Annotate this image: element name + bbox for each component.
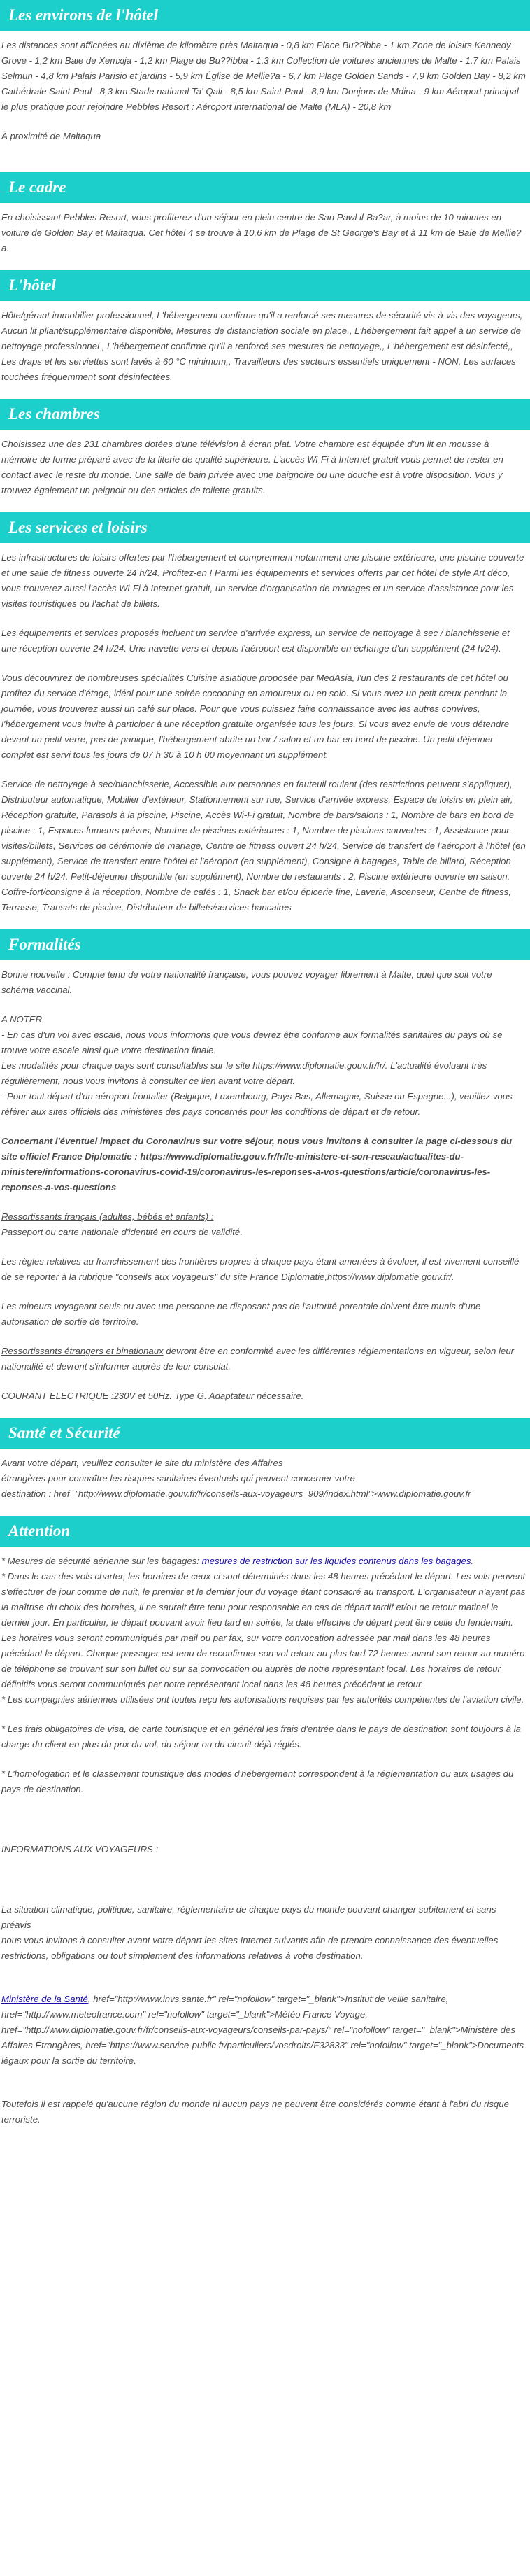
hotel-text: Hôte/gérant immobilier professionnel, L'hébergement confirme qu'il a renforcé ses mesures de sécurité vis-à-vis des voyageurs, Aucun lit pliant/supplémentaire disponible, Mesures de distanciation sociale en place,, L'hébergement fait appel à un service de nettoyage professionnel , L'hébergement confirme qu'il a renforcé ses mesures de nettoyage,, L'hébergement est désinfecté,, Les draps et les serviettes sont lavés à 60 °C minimum,, Travailleurs des secteurs essentiels uniquement - NON, Les surfaces touchées fréquemment sont désinfectées. — [1, 310, 523, 382]
formalites-french-text: Passeport ou carte nationale d'identité en cours de validité. — [1, 1227, 243, 1237]
attention-classification: * L'homologation et le classement touristique des modes d'hébergement correspondent à la réglementation ou aux usages du pays de destination. — [1, 1768, 514, 1794]
formalites-note-3: - Pour tout départ d'un aéroport frontalier (Belgique, Luxembourg, Pays-Bas, Allemagne, Suisse ou Espagne...), veuillez vous référer aux sites officiels des ministères des pays concernés pour les conditions de départ et de retour. — [1, 1091, 513, 1117]
formalites-note-1: - En cas d'un vol avec escale, nous vous informons que vous devrez être conforme aux formalités sanitaires du pays où se trouve votre escale ainsi que votre destination finale. — [1, 1029, 503, 1055]
section-heading-cadre: Le cadre — [0, 172, 530, 203]
formalites-french-title: Ressortissants français (adultes, bébés et enfants) : — [1, 1211, 214, 1222]
formalites-note-2: Les modalités pour chaque pays sont consultables sur le site https://www.diplomatie.gouv.fr/fr/. L'actualité évoluant très régulièrement, nous vous invitons à consulter ce lien avant votre départ. — [1, 1060, 487, 1086]
section-heading-hotel: L'hôtel — [0, 270, 530, 301]
attention-info-title: INFORMATIONS AUX VOYAGEURS : — [1, 1844, 159, 1854]
attention-consult: nous vous invitons à consulter avant votre départ les sites Internet suivants afin de prendre connaissance des éventuelles restrictions, obligations ou tout simplement des informations relatives à votre destination. — [1, 1935, 499, 1961]
attention-baggage-end: . — [471, 1556, 474, 1566]
section-loisirs — [0, 512, 530, 915]
section-heading-sante: Santé et Sécurité — [0, 1418, 530, 1449]
sante-line-2: étrangères pour connaître les risques sanitaires éventuels qui peuvent concerner votre — [1, 1473, 355, 1484]
sante-line-1: Avant votre départ, veuillez consulter le site du ministère des Affaires — [1, 1458, 283, 1468]
section-cadre — [0, 172, 530, 256]
section-environs — [0, 0, 530, 158]
liquids-restriction-link[interactable]: mesures de restriction sur les liquides contenus dans les bagages — [201, 1556, 471, 1566]
formalites-intro: Bonne nouvelle : Compte tenu de votre nationalité française, vous pouvez voyager librement à Malte, quel que soit votre schéma vaccinal. — [1, 969, 492, 995]
section-heading-loisirs: Les services et loisirs — [0, 512, 530, 543]
section-heading-attention: Attention — [0, 1516, 530, 1547]
loisirs-equipment-list: Service de nettoyage à sec/blanchisserie, Accessible aux personnes en fauteuil roulant (des restrictions peuvent s'appliquer), Distributeur automatique, Mobilier d'extérieur, Stationnement sur rue, Service d'arrivée express, Espace de loisirs en plein air, Réception gratuite, Parasols à la piscine, Piscine, Accès Wi-Fi gratuit, Nombre de bars/salons : 1, Nombre de bars en bord de piscine : 1, Espaces fumeurs prévus, Nombre de piscines extérieures : 1, Nombre de piscines couvertes : 1, Assistance pour visites/billets, Services de cérémonie de mariage, Centre de fitness ouvert 24 h/24, Service de transfert de l'aéroport à l'hôtel (en supplément), Service de transfert entre l'hôtel et l'aéroport (en supplément), Consigne à bagages, Table de billard, Réception ouverte 24 h/24, Petit-déjeuner disponible (en supplément), Nombre de restaurants : 2, Piscine extérieure ouverte en saison, Coffre-fort/consigne à la réception, Nombre de cafés : 1, Snack bar et/ou épicerie fine, Laverie, Ascenseur, Centre de fitness, Terrasse, Transats de piscine, Distributeur de billets/services bancaires — [1, 779, 526, 913]
environs-distances-text: Les distances sont affichées au dixième de kilomètre près Maltaqua - 0,8 km Place Bu??ibba - 1 km Zone de loisirs Kennedy Grove - 1,2 km Baie de Xemxija - 1,2 km Plage de Bu??ibba - 1,3 km Collection de voitures anciennes de Malte - 1,7 km Palais Selmun - 4,8 km Palais Parisio et jardins - 5,9 km Église de Mellie?a - 6,7 km Plage Golden Sands - 7,9 km Golden Bay - 8,2 km Cathédrale Saint-Paul - 8,3 km Stade national Ta' Qali - 8,5 km Saint-Paul - 8,9 km Donjons de Mdina - 9 km Aéroport principal le plus pratique pour rejoindre Pebbles Resort : Aéroport international de Malte (MLA) - 20,8 km — [1, 40, 526, 112]
section-chambres — [0, 399, 530, 498]
loisirs-paragraph-3: Vous découvrirez de nombreuses spécialités Cuisine asiatique proposée par MedAsia, l'un des 2 restaurants de cet hôtel ou profitez du service d'étage, idéal pour une soirée cocooning en amoureux ou en solo. Si vous avez un petit creux pendant la journée, vous trouverez aussi un café sur place. Pour que vous puissiez faire connaissance avec les autres convives, l'hébergement vous invite à participer à une réception gratuite organisée tous les jours. Si vous avez envie de vous détendre devant un petit verre, pas de panique, l'hébergement abrite un bar / salon et un bar en bord de piscine. Un petit déjeuner complet est servi tous les jours de 07 h 30 à 10 h 00 moyennant un supplément. — [1, 673, 510, 760]
attention-terrorism: Toutefois il est rappelé qu'aucune région du monde ni aucun pays ne peuvent être considérés comme étant à l'abri du risque terroriste. — [1, 2099, 509, 2125]
formalites-foreign — [1, 1344, 526, 1374]
loisirs-paragraph-1: Les infrastructures de loisirs offertes par l'hébergement et comprennent notamment une piscine extérieure, une piscine couverte et une salle de fitness ouverte 24 h/24. Profitez-en ! Parmi les équipements et services offerts par cet hôtel de style Art déco, vous trouverez aussi l'accès Wi-Fi à Internet gratuit, un service d'organisation de mariages et un service d'assistance pour les visites touristiques ou l'achat de billets. — [1, 552, 524, 609]
section-formalites — [0, 929, 530, 1404]
section-hotel — [0, 270, 530, 385]
cadre-text: En choisissant Pebbles Resort, vous profiterez d'un séjour en plein centre de San Pawl il-Ba?ar, à moins de 10 minutes en voiture de Golden Bay et Maltaqua. Cet hôtel 4 se trouve à 10,6 km de Plage de St George's Bay et à 11 km de Baie de Mellie?a. — [1, 212, 522, 253]
loisirs-paragraph-2: Les équipements et services proposés incluent un service d'arrivée express, un service de nettoyage à sec / blanchisserie et une réception ouverte 24 h/24. Une navette vers et depuis l'aéroport est disponible en échange d'un supplément (24 h/24). — [1, 628, 510, 654]
attention-baggage-text: * Mesures de sécurité aérienne sur les bagages: — [1, 1556, 202, 1566]
attention-links — [1, 1992, 526, 2069]
environs-proximity: À proximité de Maltaqua — [1, 131, 101, 141]
section-heading-formalites: Formalités — [0, 929, 530, 960]
formalites-foreign-lead: Ressortissants étrangers et binationaux — [1, 1346, 164, 1356]
attention-visa: * Les frais obligatoires de visa, de carte touristique et en général les frais d'entrée dans le pays de destination sont toujours à la charge du client en plus du prix du vol, du séjour ou du circuit déjà réglés. — [1, 1724, 521, 1750]
formalites-covid: Concernant l'éventuel impact du Coronavirus sur votre séjour, nous vous invitons à consulter la page ci-dessous du site officiel France Diplomatie : https://www.diplomatie.gouv.fr/fr/le-ministere-et-son-reseau/actualites-du-ministere/informations-coronavirus-covid-19/coronavirus-les-reponses-a-vos-questions/article/coronavirus-les-reponses-a-vos-questions — [1, 1136, 513, 1192]
sante-line-3: destination : href="http://www.diplomatie.gouv.fr/fr/conseils-aux-voyageurs_909/index.html">www.diplomatie.gouv.fr — [1, 1488, 471, 1499]
attention-links-text: , href="http://www.invs.sante.fr" rel="nofollow" target="_blank">Institut de veille sanitaire, href="http://www.meteofrance.com" rel="nofollow" target="_blank">Météo France Voyage, href="http://www.diplomatie.gouv.fr/fr/conseils-aux-voyageurs/conseils-par-pays/" rel="nofollow" target="_blank">Ministère des Affaires Étrangères, href="https://www.service-public.fr/particuliers/vosdroits/F32833" rel="nofollow" target="_blank">Documents légaux pour la sortie du territoire. — [1, 1994, 524, 2066]
section-sante — [0, 1418, 530, 1502]
attention-baggage — [1, 1554, 526, 1569]
formalites-borders: Les règles relatives au franchissement des frontières propres à chaque pays étant amenées à évoluer, il est vivement conseillé de se reporter à la rubrique "conseils aux voyageurs" du site France Diplomatie,https://www.diplomatie.gouv.fr/. — [1, 1256, 520, 1282]
formalites-power: COURANT ELECTRIQUE :230V et 50Hz. Type G. Adaptateur nécessaire. — [1, 1391, 304, 1401]
chambres-text: Choisissez une des 231 chambres dotées d'une télévision à écran plat. Votre chambre est équipée d'un lit en mousse à mémoire de forme préparé avec de la literie de qualité supérieure. L'accès Wi-Fi à Internet gratuit vous permet de rester en contact avec le reste du monde. Une salle de bain privée avec une baignoire ou une douche est à votre disposition. Vous y trouvez également un peignoir ou des articles de toilette gratuits. — [1, 439, 503, 495]
ministry-health-link[interactable]: Ministère de la Santé — [1, 1994, 88, 2004]
section-heading-chambres: Les chambres — [0, 399, 530, 430]
formalites-foreign-rest: devront être en conformité avec les différentes réglementations en vigueur, selon leur nationalité et devront s'informer auprès de leur consulat. — [1, 1346, 515, 1372]
attention-situation: La situation climatique, politique, sanitaire, réglementaire de chaque pays du monde pouvant changer subitement et sans préavis — [1, 1904, 496, 1930]
section-attention — [0, 1516, 530, 2127]
attention-charter: * Dans le cas des vols charter, les horaires de ceux-ci sont déterminés dans les 48 heures précédant le départ. Les vols peuvent s'effectuer de jour comme de nuit, le premier et le dernier jour du voyage étant consacré au transport. L'organisateur n'ayant pas la maîtrise du choix des horaires, il ne saurait être tenu pour responsable en cas de départ tardif et/ou de retour matinal le dernier jour. En particulier, le départ pouvant avoir lieu tard en soirée, la date effective de départ peut être celle du lendemain. Les horaires vous seront communiqués par mail ou par fax, sur votre convocation adressée par mail dans les 48 heures précédant le départ. Chaque passager est tenu de reconfirmer son vol retour au plus tard 72 heures avant son retour au numéro de téléphone se trouvant sur son billet ou sur sa convocation ou auprès de notre représentant local. Les horaires de retour définitifs vous seront communiqués par notre représentant local dans les 48 heures précédant le retour. — [1, 1571, 526, 1689]
formalites-minors: Les mineurs voyageant seuls ou avec une personne ne disposant pas de l'autorité parentale doivent être munis d'une autorisation de sortie de territoire. — [1, 1301, 481, 1327]
attention-airlines: * Les compagnies aériennes utilisées ont toutes reçu les autorisations requises par les autorités compétentes de l'aviation civile. — [1, 1694, 524, 1705]
section-heading-environs: Les environs de l'hôtel — [0, 0, 530, 31]
formalites-note-title: A NOTER — [1, 1014, 43, 1025]
